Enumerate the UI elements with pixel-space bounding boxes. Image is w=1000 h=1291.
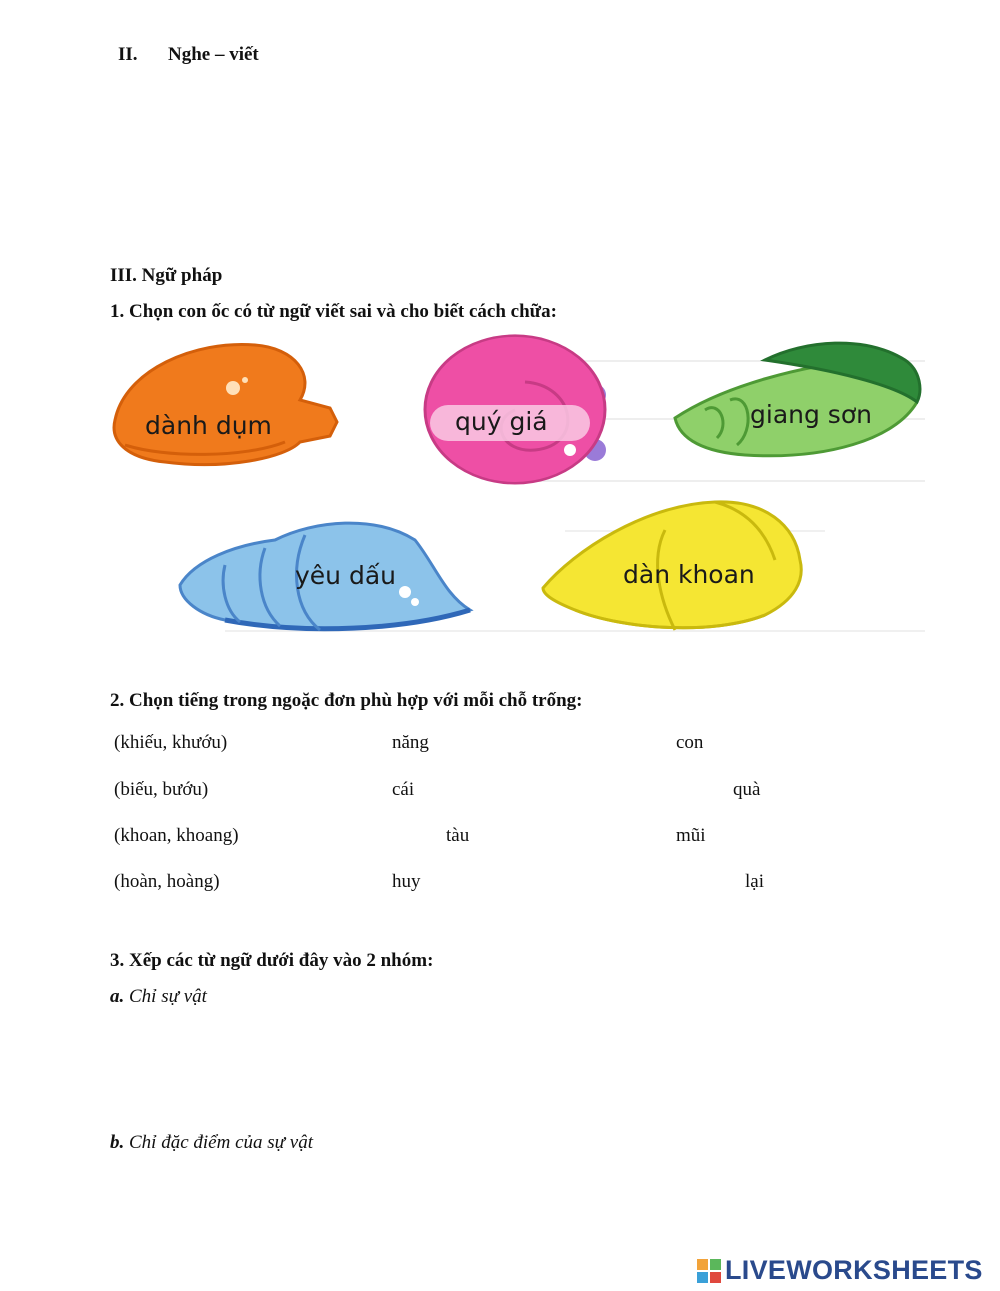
question-1-title: 1. Chọn con ốc có từ ngữ viết sai và cho biết cách chữa: (110, 301, 557, 322)
row-3-word-2: mũi (676, 825, 706, 846)
shell-word-yeu-dau: yêu dấu (295, 561, 397, 590)
liveworksheets-brand: LIVEWORKSHEETS (725, 1255, 983, 1285)
liveworksheets-logo (697, 1255, 983, 1286)
section-iii-title: III. Ngữ pháp (110, 265, 223, 286)
question-2-title: 2. Chọn tiếng trong ngoặc đơn phù hợp với mỗi chỗ trống: (110, 690, 583, 711)
question-3-title: 3. Xếp các từ ngữ dưới đây vào 2 nhóm: (110, 950, 434, 971)
row-2-word-2: quà (733, 779, 761, 800)
row-2-options: (biếu, bướu) (114, 779, 209, 800)
row-4-word-1: huy (392, 871, 421, 892)
group-b-label (110, 1132, 313, 1154)
liveworksheets-icon (697, 1259, 721, 1283)
row-3-word-1: tàu (446, 825, 470, 846)
row-3-options: (khoan, khoang) (114, 825, 239, 846)
row-2-word-1: cái (392, 779, 415, 800)
group-b-letter: b. (110, 1132, 125, 1153)
shell-word-danh-dum: dành dụm (145, 411, 272, 440)
section-ii-title: Nghe – viết (168, 44, 259, 65)
shell-dan-khoan[interactable] (543, 502, 801, 630)
section-ii-number: II. (118, 44, 138, 65)
group-a-letter: a. (110, 986, 125, 1007)
group-a-label (110, 986, 207, 1008)
shell-quy-gia[interactable] (425, 336, 606, 484)
shell-danh-dum[interactable] (114, 344, 337, 464)
shell-giang-son[interactable] (675, 343, 920, 456)
row-4-word-2: lại (745, 871, 764, 892)
shell-word-dan-khoan: dàn khoan (623, 560, 755, 589)
row-1-options: (khiếu, khướu) (114, 732, 228, 753)
shell-yeu-dau[interactable] (180, 523, 470, 630)
shell-word-quy-gia: quý giá (455, 407, 548, 436)
shell-illustration (105, 330, 935, 650)
group-b-text: Chỉ đặc điểm của sự vật (129, 1132, 313, 1153)
group-a-text: Chỉ sự vật (129, 986, 207, 1007)
shell-word-giang-son: giang sơn (750, 400, 872, 429)
row-4-options: (hoàn, hoàng) (114, 871, 220, 892)
row-1-word-1: năng (392, 732, 429, 753)
row-1-word-2: con (676, 732, 704, 753)
